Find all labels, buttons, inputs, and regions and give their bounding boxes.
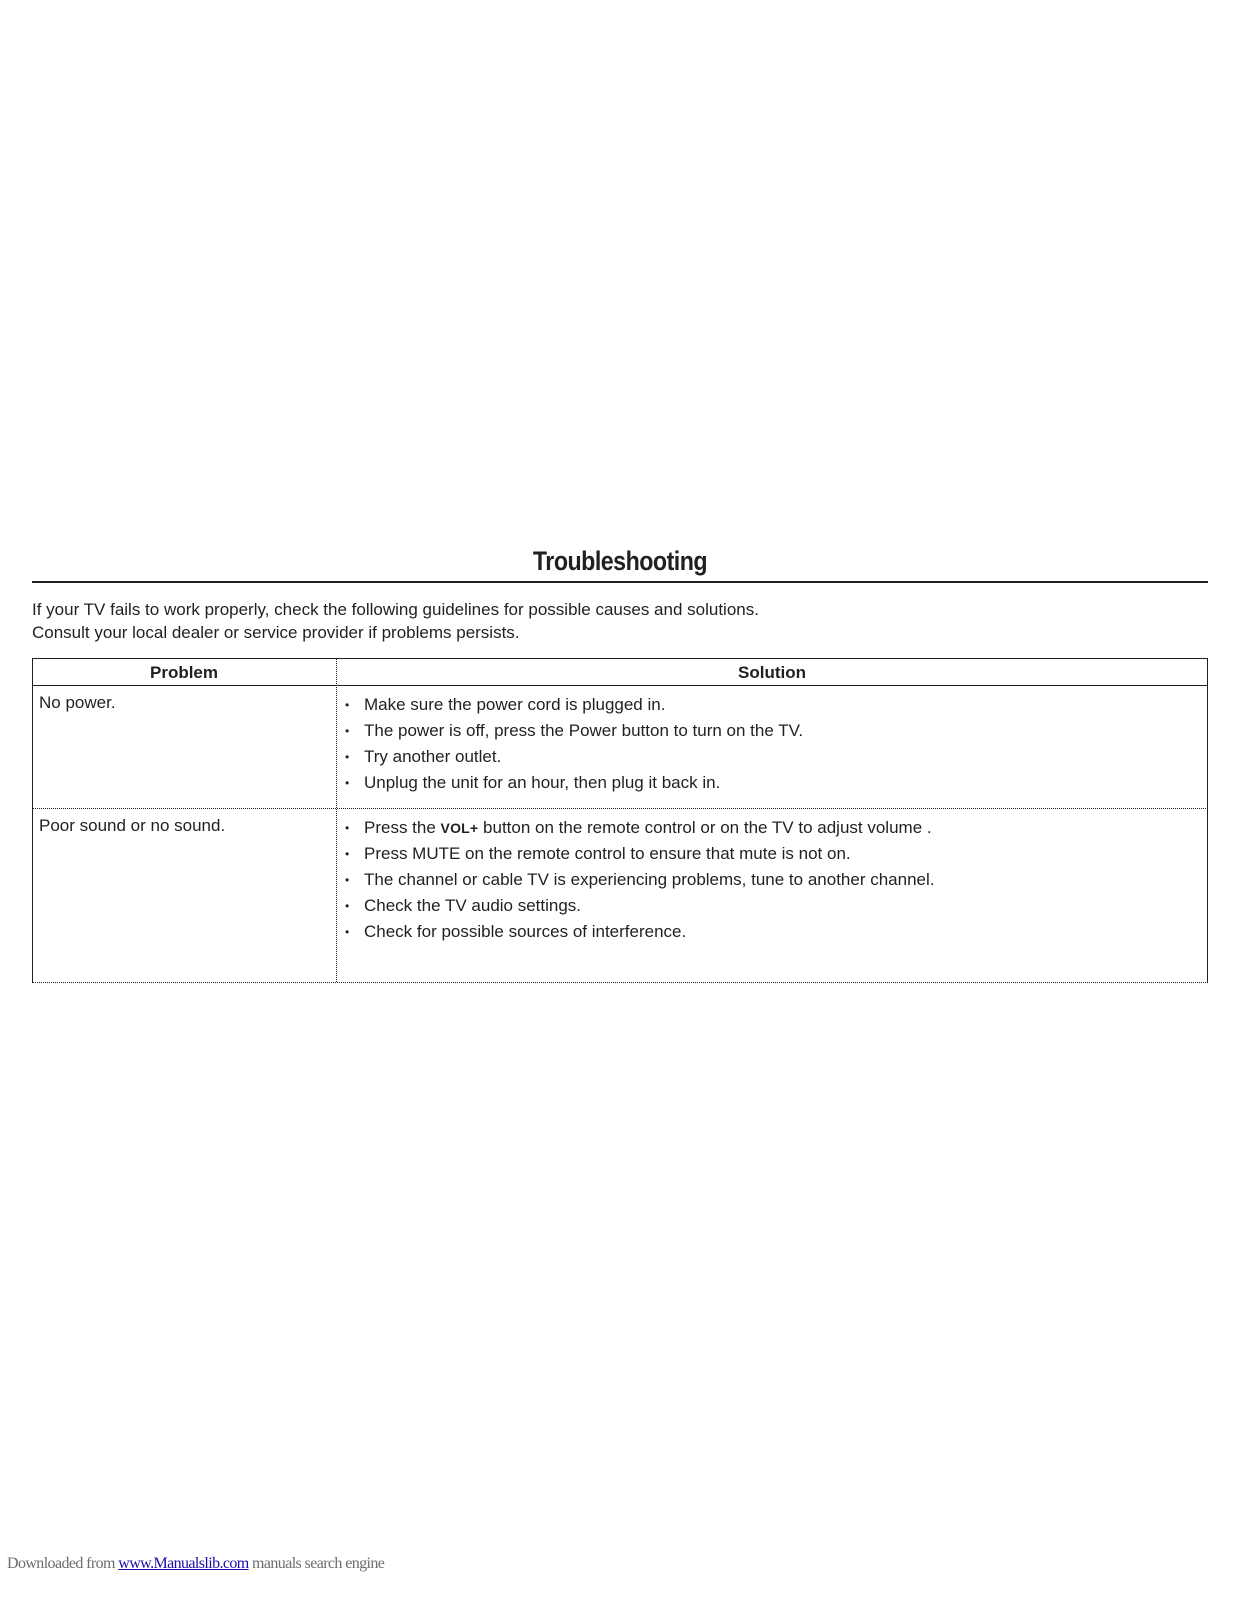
- bullet: •: [345, 925, 350, 939]
- solution-text-after: button on the remote control or on the TV to adjust volume .: [478, 818, 932, 837]
- footer-suffix: manuals search engine: [248, 1555, 385, 1572]
- solution-item: [337, 718, 1197, 744]
- column-header-solution: Solution: [738, 663, 806, 682]
- solution-text: Unplug the unit for an hour, then plug it back in.: [364, 773, 721, 792]
- solution-text: Check the TV audio settings.: [364, 896, 582, 915]
- page-title: Troubleshooting: [532, 546, 708, 576]
- solution-text: Try another outlet.: [364, 747, 502, 766]
- solution-item: [337, 815, 1197, 841]
- solution-item: [337, 692, 1197, 718]
- solution-text: Press MUTE on the remote control to ensure that mute is not on.: [364, 844, 851, 863]
- solution-list: [337, 815, 1197, 945]
- intro-text: [32, 598, 1208, 644]
- solution-list: [337, 692, 1197, 796]
- problem-cell: No power.: [39, 693, 116, 712]
- solution-text: Make sure the power cord is plugged in.: [364, 695, 666, 714]
- solution-item: [337, 841, 1197, 867]
- problem-cell: Poor sound or no sound.: [39, 816, 226, 835]
- solution-item: [337, 893, 1197, 919]
- solution-item: [337, 744, 1197, 770]
- intro-line: If your TV fails to work properly, check the following guidelines for possible causes and solutions.: [32, 600, 759, 619]
- solution-text: The channel or cable TV is experiencing problems, tune to another channel.: [364, 870, 935, 889]
- intro-line: Consult your local dealer or service provider if problems persists.: [32, 623, 520, 642]
- solution-text: The power is off, press the Power button to turn on the TV.: [364, 721, 804, 740]
- bullet: •: [345, 873, 350, 887]
- solution-item: [337, 770, 1197, 796]
- title-divider: [32, 581, 1208, 583]
- solution-item: [337, 867, 1197, 893]
- bullet: •: [345, 821, 350, 835]
- bullet: •: [345, 899, 350, 913]
- solution-text: Check for possible sources of interference.: [364, 922, 687, 941]
- bullet: •: [345, 847, 350, 861]
- column-header-problem: Problem: [149, 663, 219, 682]
- solution-text-before: Press the: [364, 818, 441, 837]
- manualslib-link[interactable]: www.Manualslib.com: [118, 1555, 249, 1572]
- table-row: [32, 809, 1208, 983]
- solution-item: [337, 919, 1197, 945]
- bullet: •: [345, 776, 350, 790]
- table-row: [32, 686, 1208, 809]
- vol-plus-button-label: VOL+: [440, 820, 479, 836]
- troubleshooting-table: [32, 658, 1208, 982]
- download-footer: [7, 1554, 384, 1574]
- bullet: •: [345, 698, 350, 712]
- footer-prefix: Downloaded from: [7, 1555, 119, 1572]
- table-header-row: [32, 659, 1208, 686]
- bullet: •: [345, 724, 350, 738]
- bullet: •: [345, 750, 350, 764]
